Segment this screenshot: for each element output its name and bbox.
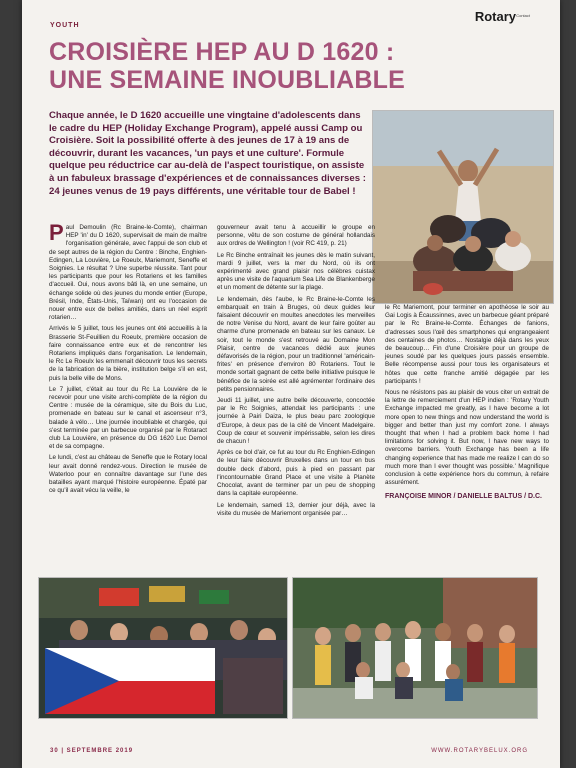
footer-page-info: 30 | SEPTEMBRE 2019 [50,748,134,754]
column-1 [49,220,207,499]
paragraph: Le Rc Binche entraînait les jeunes dès le matin suivant, mardi 9 juillet, vers la mer du Nord, où ils ont expérimenté avec grand plaisir nos célèbres cuistax après une visite de l'aquarium Sea Life de Blankenberge et un moment de détente sur la plage. [217,251,375,292]
paragraph: Le lundi, c'est au château de Seneffe que le Rotary local leur avait donné rendez-vous. Direction le musée de Waterloo pour en connaître davantage sur l'une des batailles ayant marqué l'histoire européenne. Épaté par ce qu'il avait vécu la veille, le [49,454,207,495]
paragraph: Le lendemain, dès l'aube, le Rc Braine-le-Comte les embarquait en train à Bruges, où deux guides leur faisaient découvrir en moultes anecdotes les merveilles de notre Venise du Nord, avant de leur faire goûter au charme d'une promenade en bateau sur les canaux. Le soir, tout le monde s'est retrouvé au Domaine Mon Plaisir, centre de vacances dédié aux jeunes défavorisés de la région, pour un traditionnel 'américain-frites' en présence d'environ 80 Rotariens. Tout le monde sortait gagnant de cette belle initiative puisque le bénéfice de la soirée est allé agrémenter l'ordinaire des petits pensionnaires. [217,295,375,393]
magazine-page [22,0,560,768]
author-signature: FRANÇOISE MINOR / DANIELLE BALTUS / D.C. [385,493,542,501]
title-line-2: UNE SEMAINE INOUBLIABLE [49,66,406,94]
section-label: YOUTH [50,22,80,29]
flags-group-photo-image [39,578,287,718]
paragraph: Nous ne résistons pas au plaisir de vous citer un extrait de la lettre de remerciement d'un HEP indien : 'Rotary Youth Exchange impacted me greatly, as I have become a lot more open to new things and now understand the world is bigger and better than just my comfort zone. I always thought that when I had a problem back home I had limitations for solving it. But now, I have new ways to overcome barriers. Youth Exchange has been a life changing experience that has made me realize I can do so much more than I ever thought was possible.' Magnifique conclusion à cette expérience hors du commun, à refaire assurément. [385,389,549,487]
paragraph: Jeudi 11 juillet, une autre belle découverte, concoctée par le Rc Soignies, attendait les participants : une journée à Pairi Daiza, le plus beau parc zoologique d'Europe, à deux pas de la cité de Vincent Madelgaire. Coup de cœur et souvenir impérissable, selon les dires de chacun ! [217,397,375,446]
title-line-1: CROISIÈRE HEP AU D 1620 : [49,38,395,66]
brand-logo: Rotary [474,9,516,24]
paragraph: Arrivés le 5 juillet, tous les jeunes ont été accueillis à la Brasserie St-Feuillien du Roeulx, première occasion de faire connaissance entre eux et de rencontrer les Rotariens impliqués dans l'organisation. Le lendemain, le Rc Le Roeulx les emmenait découvrir tous les secrets de la fabrication de la bière, institution belge s'il en est, puis la belle ville de Mons. [49,325,207,382]
article-body [49,220,557,554]
intro-paragraph: Chaque année, le D 1620 accueille une vingtaine d'adolescents dans le cadre du HEP (Holiday Exchange Program), appelé aussi Camp ou Croisière. Soit la possibilité offerte à des jeunes de 17 à 19 ans de découvrir, durant les vacances, 'un pays et une culture'. Formule quelque peu réductrice car au-delà de l'aspect touristique, on assiste à un fabuleux brassage d'expériences et de connaissances diverses : 24 jeunes venus de 19 pays différents, une véritable tour de Babel ! [49,110,366,197]
outdoor-group-photo [292,577,538,719]
paragraph: Après ce bol d'air, ce fut au tour du Rc Enghien-Edingen de leur faire découvrir Bruxelles dans un tour en bus double deck d'abord, puis à pied en passant par l'incontournable Grand Place et une visite à Planète Chocolat, avant de terminer par un peu de shopping dans la capitale européenne. [217,449,375,498]
brand-sub: Contact [516,13,530,18]
paragraph: gouverneur avait tenu à accueillir le groupe en personne, vêtu de son costume de général hollandais aux ordres de Wellington ! (voir RC 419, p. 21) [217,224,375,248]
footer-website: WWW.ROTARYBELUX.ORG [431,748,528,754]
paragraph: le Rc Mariemont, pour terminer en apothéose le soir au Gai Logis à Écaussinnes, avec un barbecue géant préparé par le Rc Braine-le-Comte. Échanges de fanions, d'adresses sous l'œil des smartphones qui engrangeaient des centaines de photos… Nostalgie déjà dans les yeux de beaucoup… Fin d'une Croisière pour un groupe de jeunes soudé par les quelques jours passés ensemble. Belle récompense aussi pour tous les organisateurs et hôtes que cette franche amitié dégagée par les participants ! [385,304,549,385]
flags-group-photo [38,577,288,719]
paragraph: Le lendemain, samedi 13, dernier jour déjà, avec la visite du musée de Mariemont organisée par… [217,501,375,517]
drop-cap: P [49,220,64,245]
column-3 [385,304,549,502]
paragraph: Paul Demoulin (Rc Braine-le-Comte), chairman HEP 'in' du D 1620, supervisait de main de maître l'organisation générale, avec l'appui de son club et de sept autres de la région du Centre : Binche, Enghien-Edingen, La Louvière, Le Roeulx, Mariemont, Seneffe et Soignies. Le résultat ? Une superbe réussite. Tant pour les participants que pour les Rotariens et les familles d'accueil. Oui, nous avons bâti là, en une semaine, un échange solide où des jeunes du monde entier (Europe, Brésil, Inde, États-Unis, Taïwan) ont eu l'occasion de nouer entre eux de belles amitiés, dans un réel esprit rotarien… [49,220,207,322]
column-2 [217,224,375,521]
outdoor-group-photo-image [293,578,537,718]
paragraph: Le 7 juillet, c'était au tour du Rc La Louvière de le recevoir pour une visite archi-complète de la région du Centre : musée de la céramique, site du Bois du Luc, promenade en bateau sur le canal et ascenseur n°3, balade à vélo… Une journée inoubliable et chargée, qui s'est terminée par un barbecue organisé par le Rotaract club La Louvière, en présence du DG 1620 Luc Demol et de sa compagne. [49,385,207,451]
article-title [49,38,469,94]
